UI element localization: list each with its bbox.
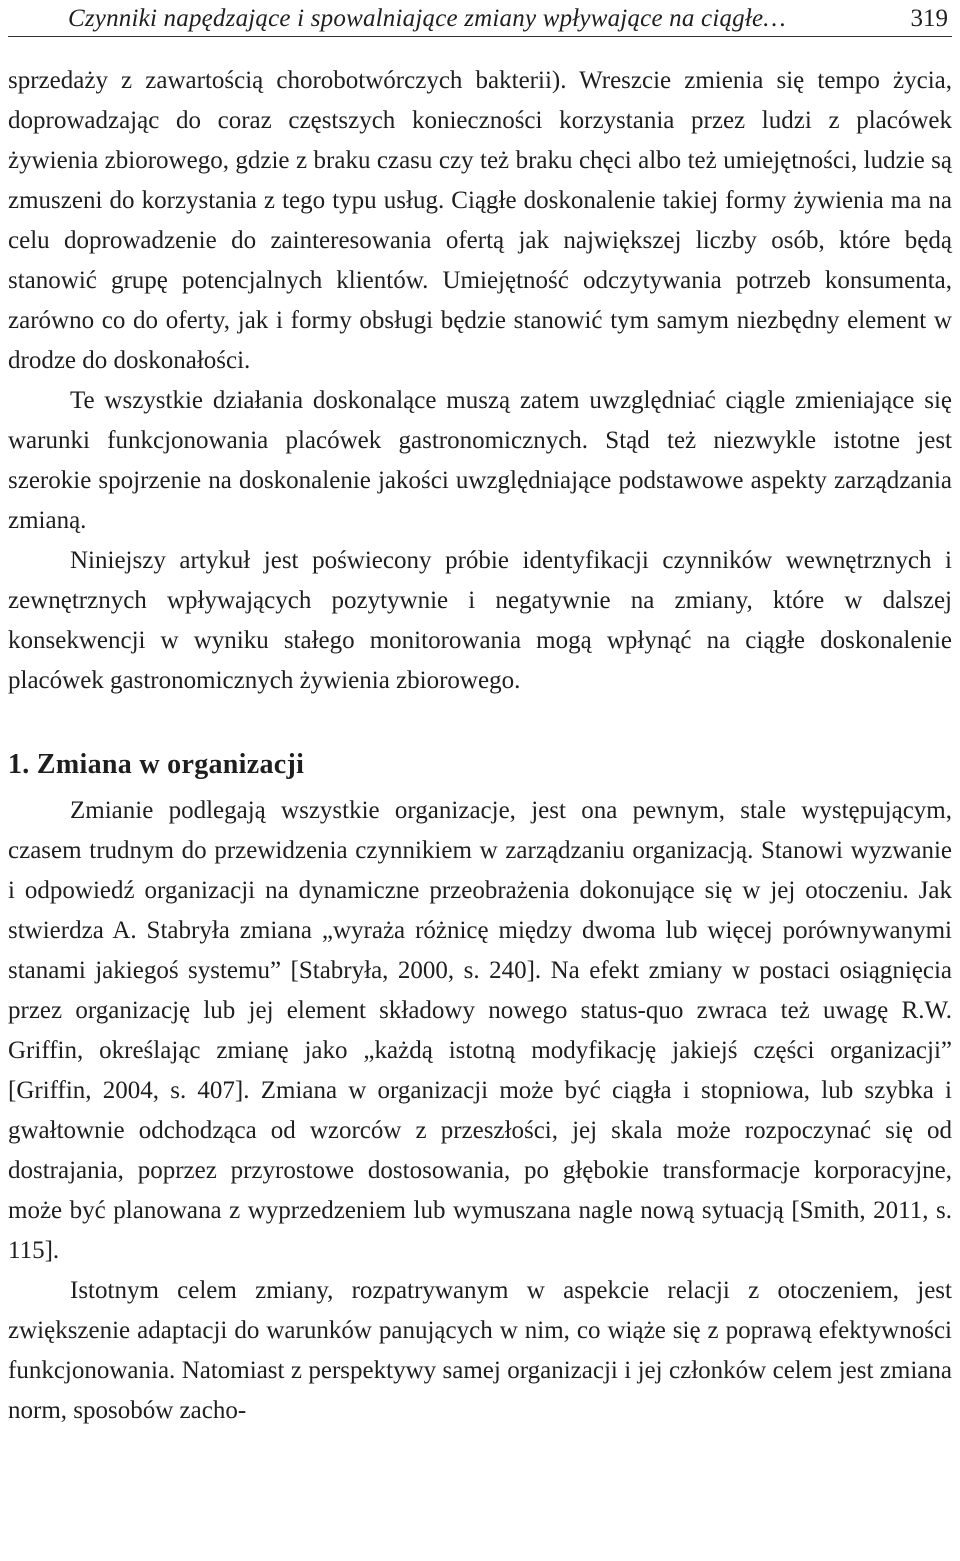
running-header-title: Czynniki napędzające i spowalniające zmiany wpływające na ciągłe… <box>68 5 786 32</box>
document-page <box>8 0 952 1431</box>
paragraph: Te wszystkie działania doskonalące muszą zatem uwzględniać ciągle zmieniające się warunki funkcjonowania placówek gastronomicznych. Stąd też niezwykle istotne jest szerokie spojrzenie na doskonalenie jakości uwzględniające podstawowe aspekty zarządzania zmianą. <box>8 387 952 534</box>
page-number: 319 <box>910 5 948 32</box>
paragraph: Niniejszy artykuł jest poświecony próbie identyfikacji czynników wewnętrznych i zewnętrznych wpływających pozytywnie i negatywnie na zmiany, które w dalszej konsekwencji w wyniku stałego monitorowania mogą wpłynąć na ciągłe doskonalenie placówek gastronomicznych żywienia zbiorowego. <box>8 547 952 694</box>
paragraph-continued: sprzedaży z zawartością chorobotwórczych bakterii). Wreszcie zmienia się tempo życia, doprowadzając do coraz częstszych konieczności korzystania przez ludzi z placówek żywienia zbiorowego, gdzie z braku czasu czy też braku chęci albo też umiejętności, ludzie są zmuszeni do korzystania z tego typu usług. Ciągłe doskonalenie takiej formy żywienia ma na celu doprowadzenie do zainteresowania ofertą jak największej liczby osób, które będą stanowić grupę potencjalnych klientów. Umiejętność odczytywania potrzeb konsumenta, zarówno co do oferty, jak i formy obsługi będzie stanowić tym samym niezbędny element w drodze do doskonałości. <box>8 67 952 374</box>
paragraph: Zmianie podlegają wszystkie organizacje, jest ona pewnym, stale występującym, czasem trudnym do przewidzenia czynnikiem w zarządzaniu organizacją. Stanowi wyzwanie i odpowiedź organizacji na dynamiczne przeobrażenia dokonujące się w jej otoczeniu. Jak stwierdza A. Stabryła zmiana „wyraża różnicę między dwoma lub więcej porównywanymi stanami jakiegoś systemu” [Stabryła, 2000, s. 240]. Na efekt zmiany w postaci osiągnięcia przez organizację lub jej element składowy nowego status-quo zwraca też uwagę R.W. Griffin, określając zmianę jako „każdą istotną modyfikację jakiejś części organizacji” [Griffin, 2004, s. 407]. Zmiana w organizacji może być ciągła i stopniowa, lub szybka i gwałtownie odchodząca od wzorców z przeszłości, jej skala może rozpoczynać się od dostrajania, poprzez przyrostowe dostosowania, po głębokie transformacje korporacyjne, może być planowana z wyprzedzeniem lub wymuszana nagle nową sytuacją [Smith, 2011, s. 115]. <box>8 797 952 1264</box>
section-heading: 1. Zmiana w organizacji <box>8 749 305 780</box>
running-header <box>8 2 952 37</box>
body-text <box>8 61 952 1431</box>
paragraph: Istotnym celem zmiany, rozpatrywanym w aspekcie relacji z otoczeniem, jest zwiększenie adaptacji do warunków panujących w nim, co wiąże się z poprawą efektywności funkcjonowania. Natomiast z perspektywy samej organizacji i jej członków celem jest zmiana norm, sposobów zacho- <box>8 1277 952 1424</box>
